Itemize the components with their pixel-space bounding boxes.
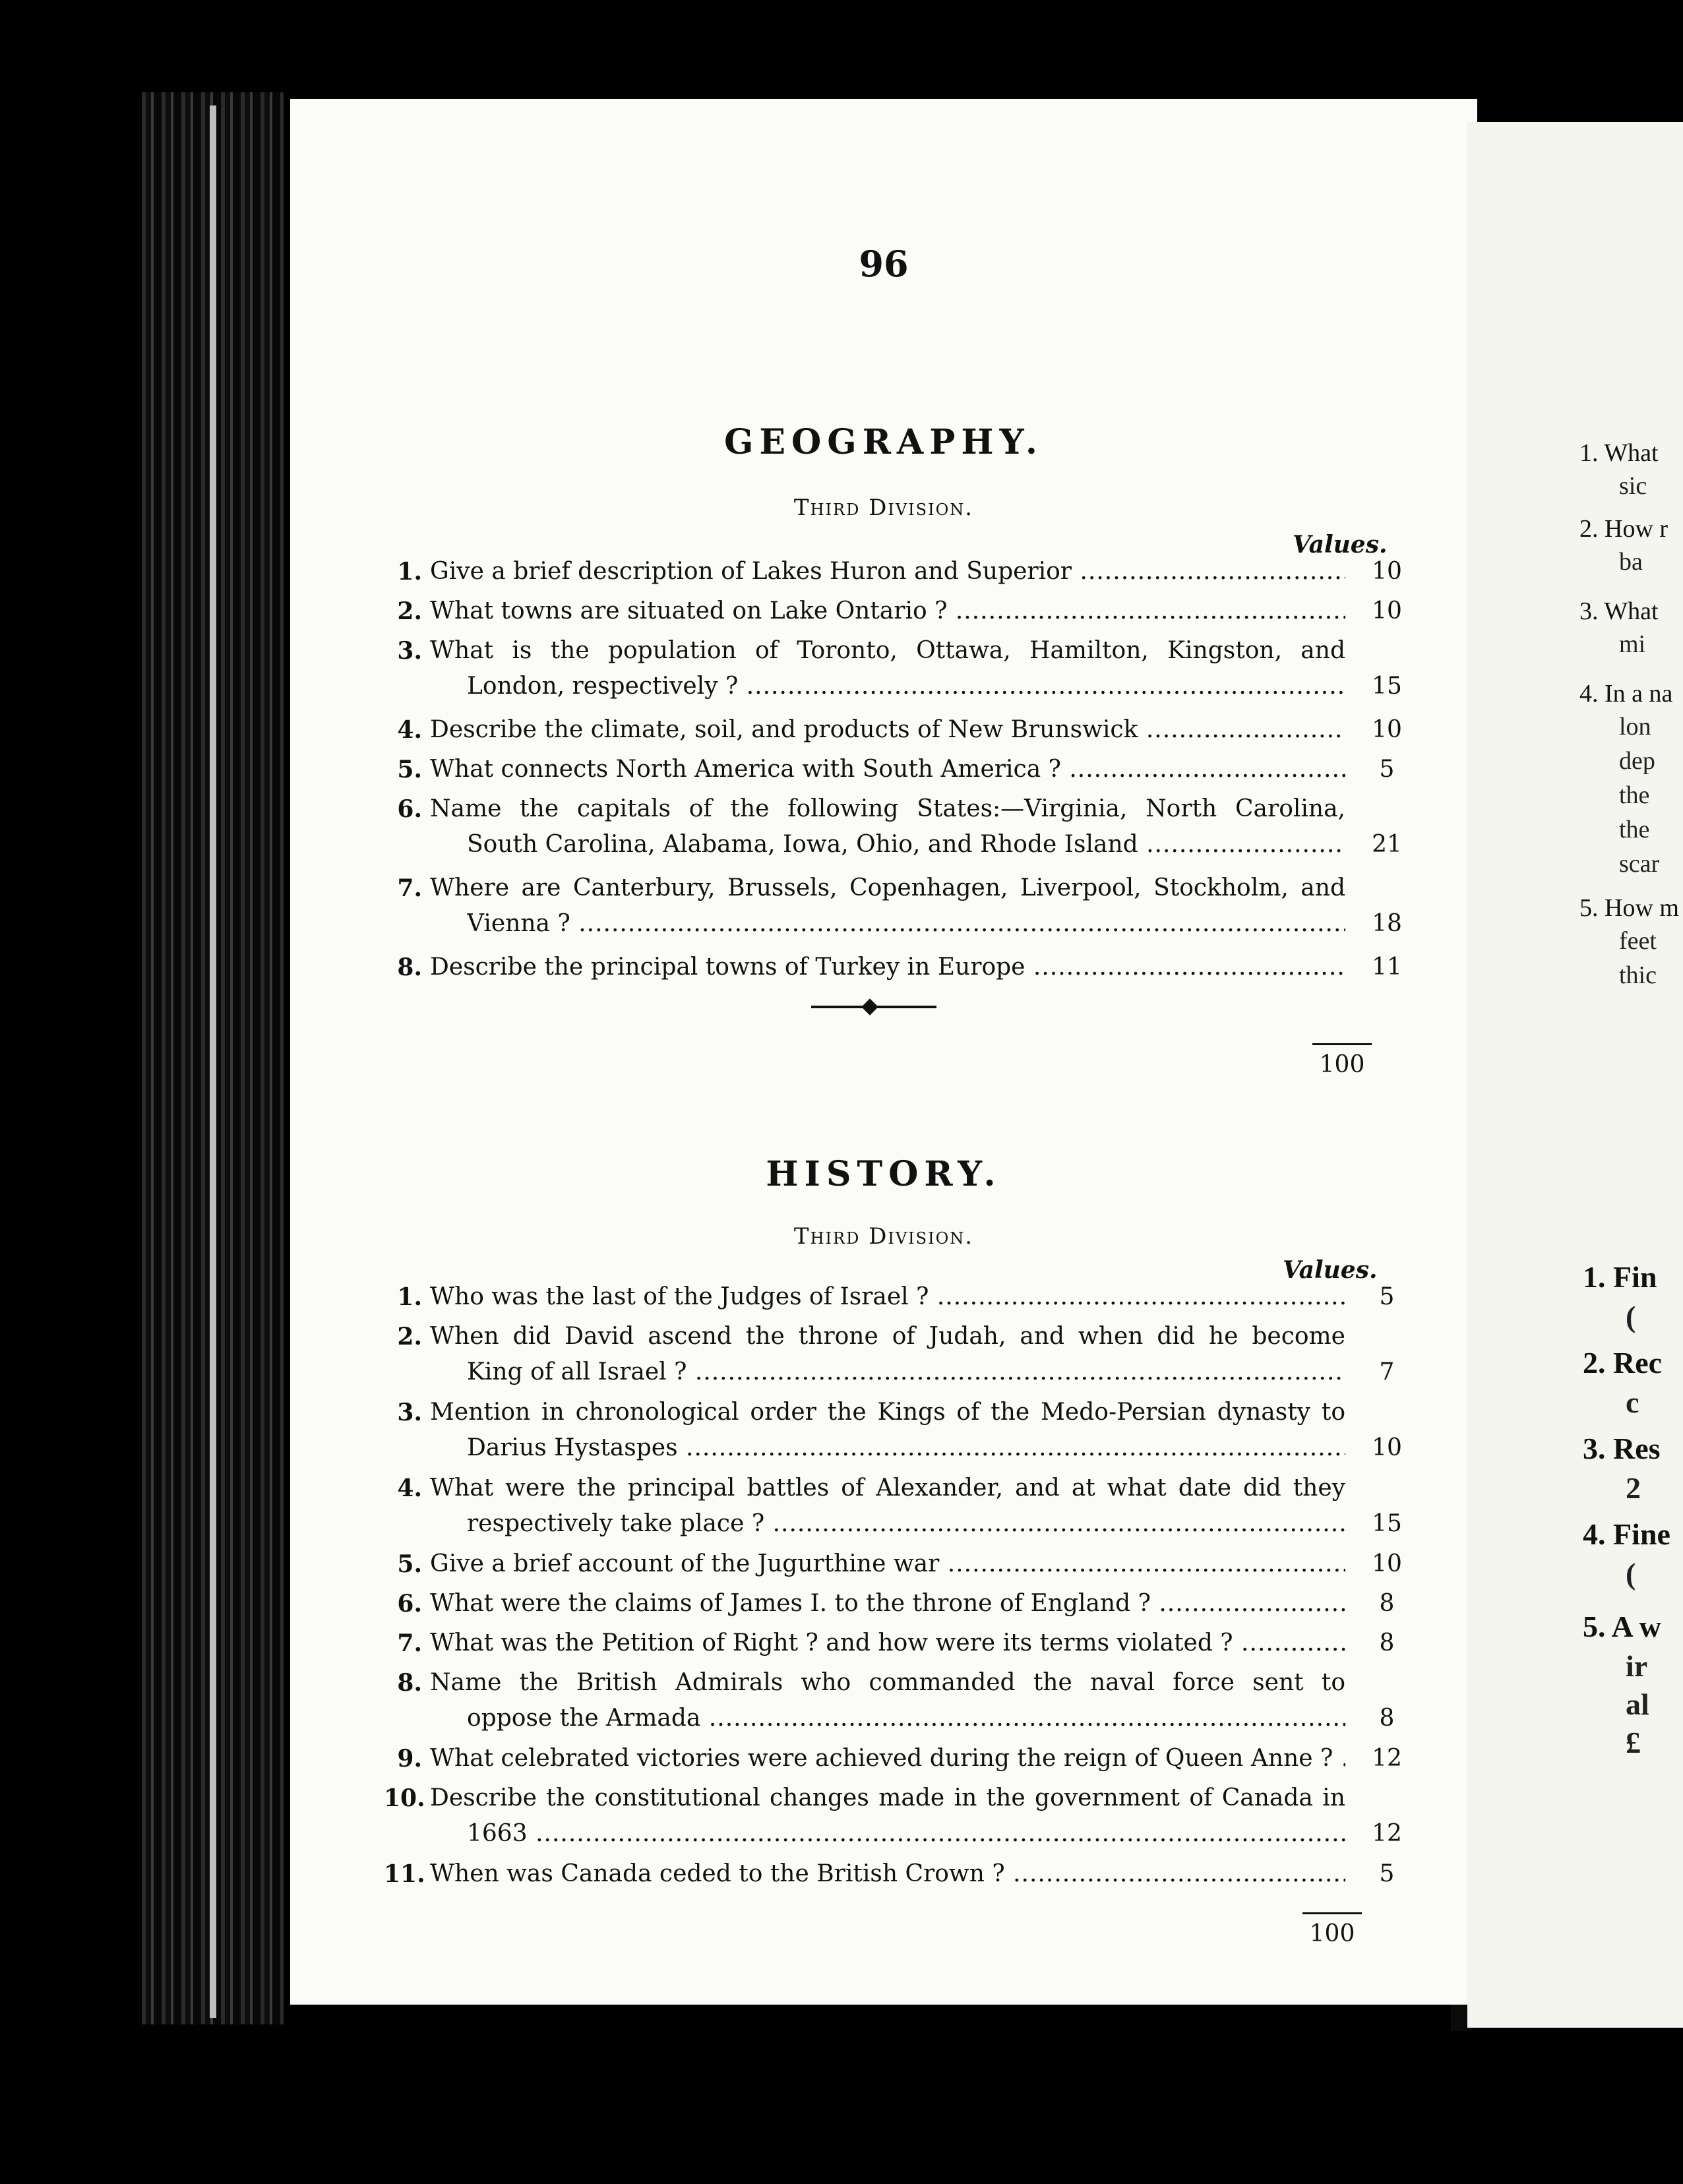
history-question-9 (389, 1741, 1438, 1776)
facing-question-fragment: 4. Fine (1583, 1517, 1670, 1551)
facing-question-fragment: 2. Rec (1583, 1346, 1663, 1380)
question-number: 8. (397, 954, 422, 981)
history-question-10 (384, 1780, 1438, 1852)
geography-question-4 (389, 712, 1438, 748)
question-value: 8 (1379, 1629, 1395, 1656)
history-title: HISTORY. (766, 1154, 1002, 1194)
geography-total: 100 (1319, 1051, 1365, 1078)
question-value: 10 (1372, 716, 1402, 743)
question-value: 21 (1372, 831, 1402, 858)
question-value: 10 (1372, 597, 1402, 624)
question-text-line: South Carolina, Alabama, Iowa, Ohio, and Rhode Island ..... (467, 827, 1345, 863)
question-number: 4. (397, 716, 422, 744)
question-value: 8 (1379, 1590, 1395, 1617)
geography-total-rule (1312, 1043, 1372, 1045)
question-text-line: What were the principal battles of Alexander, and at what date did they (430, 1474, 1345, 1502)
facing-question-fragment: 2. How r (1579, 515, 1668, 543)
question-value: 12 (1372, 1745, 1402, 1772)
facing-question-continuation: 2 (1626, 1471, 1641, 1505)
facing-question-continuation: thic (1619, 961, 1657, 989)
question-text-line: When was Canada ceded to the British Crown ? ..... (430, 1856, 1345, 1892)
question-value: 15 (1372, 673, 1402, 700)
history-question-3 (389, 1395, 1438, 1466)
question-text-line: Describe the constitutional changes made in the government of Canada in (430, 1784, 1345, 1811)
question-value: 8 (1379, 1705, 1395, 1732)
geography-question-2 (389, 593, 1438, 629)
history-question-6 (389, 1586, 1438, 1622)
facing-question-fragment: 3. What (1579, 597, 1659, 625)
question-value: 5 (1379, 756, 1395, 783)
history-question-8 (389, 1665, 1438, 1736)
question-number: 4. (397, 1474, 422, 1502)
question-number: 5. (397, 756, 422, 783)
question-text-line: 1663 ..... (467, 1816, 1345, 1852)
question-number: 2. (397, 597, 422, 625)
question-value: 7 (1379, 1358, 1395, 1385)
facing-page-fragment (1467, 122, 1683, 2028)
question-number: 10. (384, 1784, 425, 1812)
question-number: 11. (384, 1860, 425, 1888)
question-text-line: respectively take place ? ..... (467, 1506, 1345, 1542)
question-text-line: What towns are situated on Lake Ontario ? ..... (430, 593, 1345, 629)
facing-question-continuation: scar (1619, 850, 1660, 878)
question-text-line: Describe the principal towns of Turkey in Europe ..... (430, 950, 1345, 985)
facing-question-continuation: sic (1619, 472, 1647, 500)
question-number: 7. (397, 874, 422, 902)
facing-question-continuation: the (1619, 781, 1650, 809)
question-text-line: oppose the Armada ..... (467, 1701, 1345, 1736)
left-page (290, 99, 1477, 2005)
history-question-4 (389, 1471, 1438, 1542)
facing-question-continuation: al (1626, 1687, 1649, 1721)
question-number: 7. (397, 1629, 422, 1657)
facing-question-continuation: lon (1619, 713, 1651, 741)
question-text-line: Vienna ? ..... (467, 906, 1345, 942)
spine-highlight (210, 106, 216, 2018)
history-total: 100 (1309, 1920, 1355, 1947)
question-text-line: What connects North America with South America ? ..... (430, 752, 1345, 787)
facing-question-continuation: the (1619, 816, 1650, 843)
facing-question-continuation: ir (1626, 1649, 1648, 1683)
question-value: 15 (1372, 1510, 1402, 1537)
question-number: 1. (397, 1283, 422, 1311)
geography-division: Third Division. (793, 495, 974, 521)
facing-question-fragment: 5. How m (1579, 894, 1679, 922)
facing-question-continuation: £ (1626, 1726, 1641, 1759)
history-question-7 (389, 1625, 1438, 1661)
question-value: 18 (1372, 910, 1402, 937)
question-number: 8. (397, 1669, 422, 1697)
facing-question-continuation: ba (1619, 548, 1643, 576)
question-text-line: Mention in chronological order the Kings of the Medo-Persian dynasty to (430, 1399, 1345, 1426)
geography-title: GEOGRAPHY. (723, 422, 1044, 462)
question-text-line: Darius Hystaspes ..... (467, 1430, 1345, 1466)
facing-question-fragment: 1. Fin (1583, 1260, 1657, 1294)
question-value: 10 (1372, 1434, 1402, 1461)
question-number: 9. (397, 1745, 422, 1773)
facing-question-fragment: 5. A w (1583, 1610, 1661, 1643)
question-number: 6. (397, 1590, 422, 1618)
question-value: 12 (1372, 1820, 1402, 1847)
geography-question-5 (389, 752, 1438, 787)
question-text-line: Name the capitals of the following States:—Virginia, North Carolina, (430, 795, 1345, 822)
facing-question-continuation: c (1626, 1385, 1639, 1419)
geography-values-label: Values. (1293, 531, 1388, 559)
facing-question-fragment: 1. What (1579, 439, 1659, 467)
question-text-line: London, respectively ? ..... (467, 669, 1345, 704)
facing-question-continuation: ( (1626, 1557, 1636, 1591)
history-question-11 (384, 1856, 1438, 1892)
question-text-line: Who was the last of the Judges of Israel ? ..... (430, 1279, 1345, 1315)
question-number: 1. (397, 558, 422, 586)
history-division: Third Division. (793, 1223, 974, 1250)
question-number: 2. (397, 1323, 422, 1350)
question-value: 10 (1372, 558, 1402, 585)
facing-question-continuation: ( (1626, 1300, 1636, 1333)
question-text-line: What were the claims of James I. to the throne of England ? ..... (430, 1586, 1345, 1622)
facing-question-fragment: 4. In a na (1579, 680, 1673, 708)
question-value: 5 (1379, 1283, 1395, 1310)
geography-question-7 (389, 870, 1438, 942)
question-number: 6. (397, 795, 422, 823)
question-text-line: When did David ascend the throne of Judah, and when did he become (430, 1323, 1345, 1350)
question-text-line: What celebrated victories were achieved during the reign of Queen Anne ? ..... (430, 1741, 1345, 1776)
history-question-5 (389, 1546, 1438, 1582)
question-text-line: What is the population of Toronto, Ottawa, Hamilton, Kingston, and (430, 637, 1345, 664)
question-text-line: Name the British Admirals who commanded the naval force sent to (430, 1669, 1345, 1696)
question-text-line: Describe the climate, soil, and products of New Brunswick ..... (430, 712, 1345, 748)
history-question-2 (389, 1319, 1438, 1390)
question-text-line: King of all Israel ? ..... (467, 1354, 1345, 1390)
geography-question-8 (389, 950, 1438, 985)
geography-question-3 (389, 633, 1438, 704)
question-text-line: Give a brief description of Lakes Huron and Superior ..... (430, 554, 1345, 590)
question-value: 5 (1379, 1860, 1395, 1887)
question-value: 10 (1372, 1550, 1402, 1577)
section-divider-ornament (861, 998, 878, 1015)
facing-question-continuation: dep (1619, 747, 1655, 775)
question-text-line: What was the Petition of Right ? and how were its terms violated ? ..... (430, 1625, 1345, 1661)
facing-question-fragment: 3. Res (1583, 1432, 1661, 1465)
history-total-rule (1302, 1912, 1362, 1914)
page-number: 96 (859, 243, 909, 285)
facing-question-continuation: feet (1619, 927, 1657, 955)
question-number: 3. (397, 1399, 422, 1426)
question-number: 5. (397, 1550, 422, 1578)
question-text-line: Where are Canterbury, Brussels, Copenhagen, Liverpool, Stockholm, and (430, 874, 1345, 901)
question-text-line: Give a brief account of the Jugurthine war ..... (430, 1546, 1345, 1582)
question-number: 3. (397, 637, 422, 665)
history-values-label: Values. (1283, 1256, 1378, 1284)
question-value: 11 (1372, 954, 1402, 981)
history-question-1 (389, 1279, 1438, 1315)
geography-question-1 (389, 554, 1438, 590)
facing-question-continuation: mi (1619, 630, 1646, 658)
geography-question-6 (389, 791, 1438, 863)
